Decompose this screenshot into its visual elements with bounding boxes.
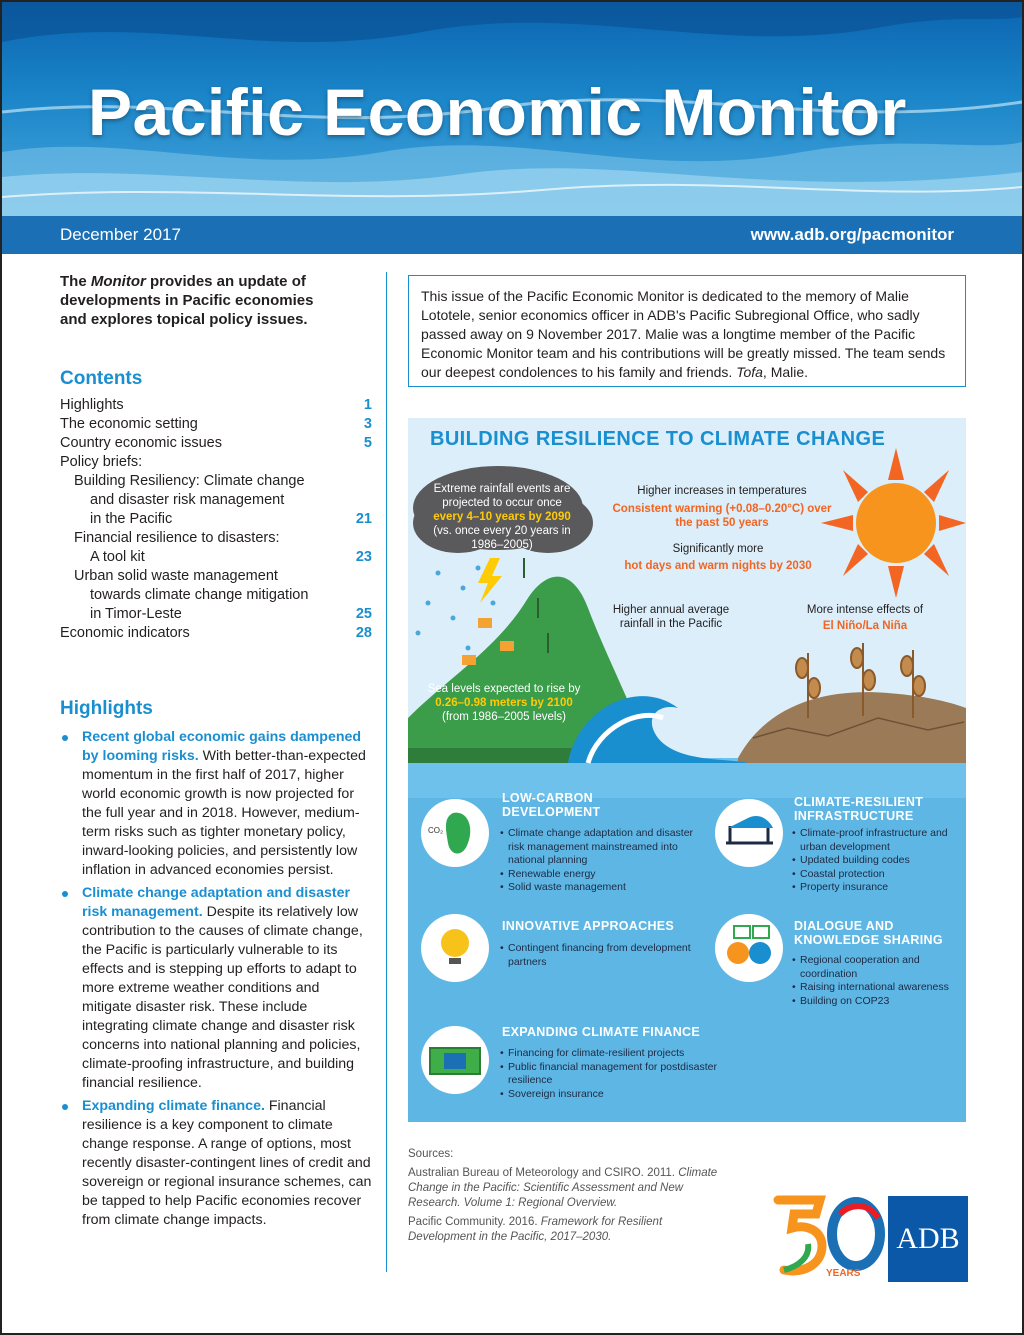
block-list-dialogue xyxy=(792,954,962,1008)
climate-infographic xyxy=(408,418,966,1122)
toc-row[interactable] xyxy=(60,396,372,415)
source-1-text: Australian Bureau of Meteorology and CSIRO. 2011. xyxy=(408,1167,679,1179)
sources xyxy=(408,1147,728,1249)
dialogue-icon-right xyxy=(749,942,771,964)
header-banner xyxy=(2,2,1022,216)
toc-label: Country economic issues xyxy=(60,435,222,451)
column-divider xyxy=(386,272,387,1272)
toc-label: Urban solid waste management xyxy=(74,568,278,584)
toc-label: Economic indicators xyxy=(60,625,190,641)
contents-heading: Contents xyxy=(60,368,143,389)
block-list-item: • Solid waste management xyxy=(500,881,700,895)
toc-label: towards climate change mitigation xyxy=(90,587,309,603)
rainfall-line2: (vs. once every 20 years in 1986–2005) xyxy=(433,525,571,551)
sea-line1: Sea levels expected to rise by xyxy=(427,683,581,695)
highlight-lead: Climate change adaptation and disaster risk management. xyxy=(82,885,351,920)
sea-highlight: 0.26–0.98 meters by 2100 xyxy=(435,697,573,709)
highlight-item xyxy=(60,884,372,1093)
highlight-body: Despite its relatively low contribution to the causes of climate change, the Pacific is particularly vulnerable to its effects and is stepping up efforts to adapt to more extreme weather conditions and mitigate disaster risk. These include integrating climate change and disaster risk concerns into national planning and policies, climate-proofing infrastructure, and building financial resilience. xyxy=(82,904,363,1091)
lightbulb-icon xyxy=(441,929,469,957)
toc-label: Policy briefs: xyxy=(60,454,143,470)
block-list-item: • Renewable energy xyxy=(500,868,700,882)
block-heading-climate-finance: EXPANDING CLIMATE FINANCE xyxy=(502,1025,701,1039)
source-1-italic: Climate Change in the Pacific: Scientific Assessment and New Research. Volume 1: Regional Overview. xyxy=(408,1167,718,1209)
toc-row[interactable] xyxy=(60,472,372,491)
toc-label: Building Resiliency: Climate change xyxy=(74,473,305,489)
block-list-item: • Building on COP23 xyxy=(792,995,962,1009)
sun-icon xyxy=(821,448,966,598)
toc-row[interactable] xyxy=(60,491,372,510)
rainfall-highlight: every 4–10 years by 2090 xyxy=(433,511,571,523)
highlight-item xyxy=(60,728,372,880)
toc-label: The economic setting xyxy=(60,416,198,432)
bridge-circle xyxy=(715,799,783,867)
publication-title: Pacific Economic Monitor xyxy=(88,75,907,149)
block-heading-low-carbon: LOW-CARBON DEVELOPMENT xyxy=(502,791,601,819)
highlight-body: With better-than-expected momentum in the first half of 2017, higher world economic growth is now projected for the full year and in 2018. However, medium-term risks such as tighter monetary policy, inward-looking policies, and persistently low inflation in advanced economies persist. xyxy=(82,748,366,878)
toc-label: A tool kit xyxy=(90,549,145,565)
block-list-item: • Climate-proof infrastructure and urban development xyxy=(792,827,962,854)
source-2-italic: Framework for Resilient Development in the Pacific, 2017–2030. xyxy=(408,1216,663,1243)
toc-row[interactable] xyxy=(60,548,372,567)
highlights-heading: Highlights xyxy=(60,698,153,719)
dedication-italic: Tofa xyxy=(736,364,763,380)
toc-page-number: 23 xyxy=(355,549,372,565)
toc-label: Highlights xyxy=(60,397,124,413)
toc-row[interactable] xyxy=(60,624,372,643)
block-list-item: • Contingent financing from development partners xyxy=(500,942,700,969)
toc-row[interactable] xyxy=(60,415,372,434)
lightning-icon xyxy=(478,558,502,603)
infographic-title: BUILDING RESILIENCE TO CLIMATE CHANGE xyxy=(430,428,886,450)
dialogue-icon-left xyxy=(727,942,749,964)
block-list-item: • Updated building codes xyxy=(792,854,962,868)
toc-page-number: 3 xyxy=(363,416,372,432)
intro-text-a: The xyxy=(60,273,91,290)
toc-page-number: 28 xyxy=(355,625,372,641)
highlight-item xyxy=(60,1097,372,1230)
el-nino-fact xyxy=(780,603,950,633)
annual-rain-fact: Higher annual average rainfall in the Pacific xyxy=(612,604,730,630)
fifty-years-text: YEARS xyxy=(826,1268,861,1278)
highlight-lead: Expanding climate finance. xyxy=(82,1098,265,1114)
block-list-item: • Regional cooperation and coordination xyxy=(792,954,962,981)
sources-heading: Sources: xyxy=(408,1148,454,1160)
toc-row[interactable] xyxy=(60,453,372,472)
temperature-line1: Higher increases in temperatures xyxy=(637,485,807,497)
dialogue-circle xyxy=(715,914,783,982)
toc-page-number: 1 xyxy=(363,397,372,413)
table-of-contents xyxy=(60,396,372,643)
toc-label: and disaster risk management xyxy=(90,492,285,508)
block-list-item: • Public financial management for postdisaster resilience xyxy=(500,1061,720,1088)
dedication-text: This issue of the Pacific Economic Monitor is dedicated to the memory of Malie Lototele, senior economics officer in ADB's Pacific Subregional Office, who sadly passed away on 9 November 2017. Malie was a longtime member of the Pacific Economic Monitor team and his contributions will be greatly missed. The team sends our deepest condolences to his family and friends. xyxy=(421,288,946,380)
hot-days-fact xyxy=(608,542,828,573)
toc-row[interactable] xyxy=(60,605,372,624)
intro-text-italic: Monitor xyxy=(90,273,146,290)
dedication-end: , Malie. xyxy=(762,364,809,380)
fifty-years-logo xyxy=(770,1194,888,1278)
toc-row[interactable] xyxy=(60,567,372,586)
source-2 xyxy=(408,1215,728,1245)
elnino-line1: More intense effects of xyxy=(806,604,924,616)
toc-page-number: 5 xyxy=(363,435,372,451)
block-list-climate-finance xyxy=(500,1047,720,1101)
intro-paragraph xyxy=(60,272,340,329)
toc-page-number: 25 xyxy=(355,606,372,622)
block-list-item: • Sovereign insurance xyxy=(500,1088,720,1102)
dedication-box xyxy=(408,275,966,387)
block-heading-dialogue: DIALOGUE AND KNOWLEDGE SHARING xyxy=(794,919,943,947)
hotdays-highlight: hot days and warm nights by 2030 xyxy=(624,560,812,572)
rainfall-fact xyxy=(422,482,582,552)
toc-label: in Timor-Leste xyxy=(90,606,182,622)
block-list-innovative xyxy=(500,942,700,969)
block-list-item: • Property insurance xyxy=(792,881,962,895)
temperature-fact xyxy=(608,484,836,530)
dateline-bar xyxy=(2,216,1022,254)
website-link[interactable]: www.adb.org/pacmonitor xyxy=(750,225,954,244)
toc-page-number: 21 xyxy=(355,511,372,527)
source-1 xyxy=(408,1166,728,1211)
issue-date: December 2017 xyxy=(60,225,181,244)
elnino-highlight: El Niño/La Niña xyxy=(822,620,908,632)
temperature-highlight: Consistent warming (+0.08–0.20°C) over the past 50 years xyxy=(612,503,832,529)
bullet-icon xyxy=(62,1104,68,1110)
toc-row[interactable] xyxy=(60,529,372,548)
toc-label: Financial resilience to disasters: xyxy=(74,530,280,546)
rainfall-line1: Extreme rainfall events are projected to occur once xyxy=(433,483,571,509)
toc-label: in the Pacific xyxy=(90,511,173,527)
bullet-icon xyxy=(62,891,68,897)
toc-row[interactable] xyxy=(60,510,372,529)
source-2-text: Pacific Community. 2016. xyxy=(408,1216,541,1228)
highlights-list xyxy=(60,728,372,1234)
adb-logo: ADB xyxy=(888,1196,968,1282)
co2-label: CO₂ xyxy=(428,826,444,835)
hotdays-line1: Significantly more xyxy=(672,543,764,555)
highlight-body: Financial resilience is a key component to climate change response. A range of options, most recently disaster-contingent lines of credit and sovereign or regional insurance schemes, can be tapped to help Pacific economies recover from climate change impacts. xyxy=(82,1098,372,1228)
block-list-item: • Climate change adaptation and disaster risk management mainstreamed into national planning xyxy=(500,827,700,868)
toc-row[interactable] xyxy=(60,434,372,453)
block-list-low-carbon xyxy=(500,827,700,895)
highlight-lead: Recent global economic gains dampened by looming risks. xyxy=(82,729,362,764)
toc-row[interactable] xyxy=(60,586,372,605)
block-list-item: • Raising international awareness xyxy=(792,981,962,995)
block-list-item: • Coastal protection xyxy=(792,868,962,882)
intro-text-b: provides an update of developments in Pacific economies and explores topical policy issues. xyxy=(60,273,314,328)
block-list-infrastructure xyxy=(792,827,962,895)
block-heading-infrastructure: CLIMATE-RESILIENT INFRASTRUCTURE xyxy=(794,795,924,823)
block-list-item: • Financing for climate-resilient projects xyxy=(500,1047,720,1061)
bullet-icon xyxy=(62,735,68,741)
sea-line2: (from 1986–2005 levels) xyxy=(441,711,566,723)
block-heading-innovative: INNOVATIVE APPROACHES xyxy=(502,919,675,933)
sea-level-fact xyxy=(414,682,594,724)
